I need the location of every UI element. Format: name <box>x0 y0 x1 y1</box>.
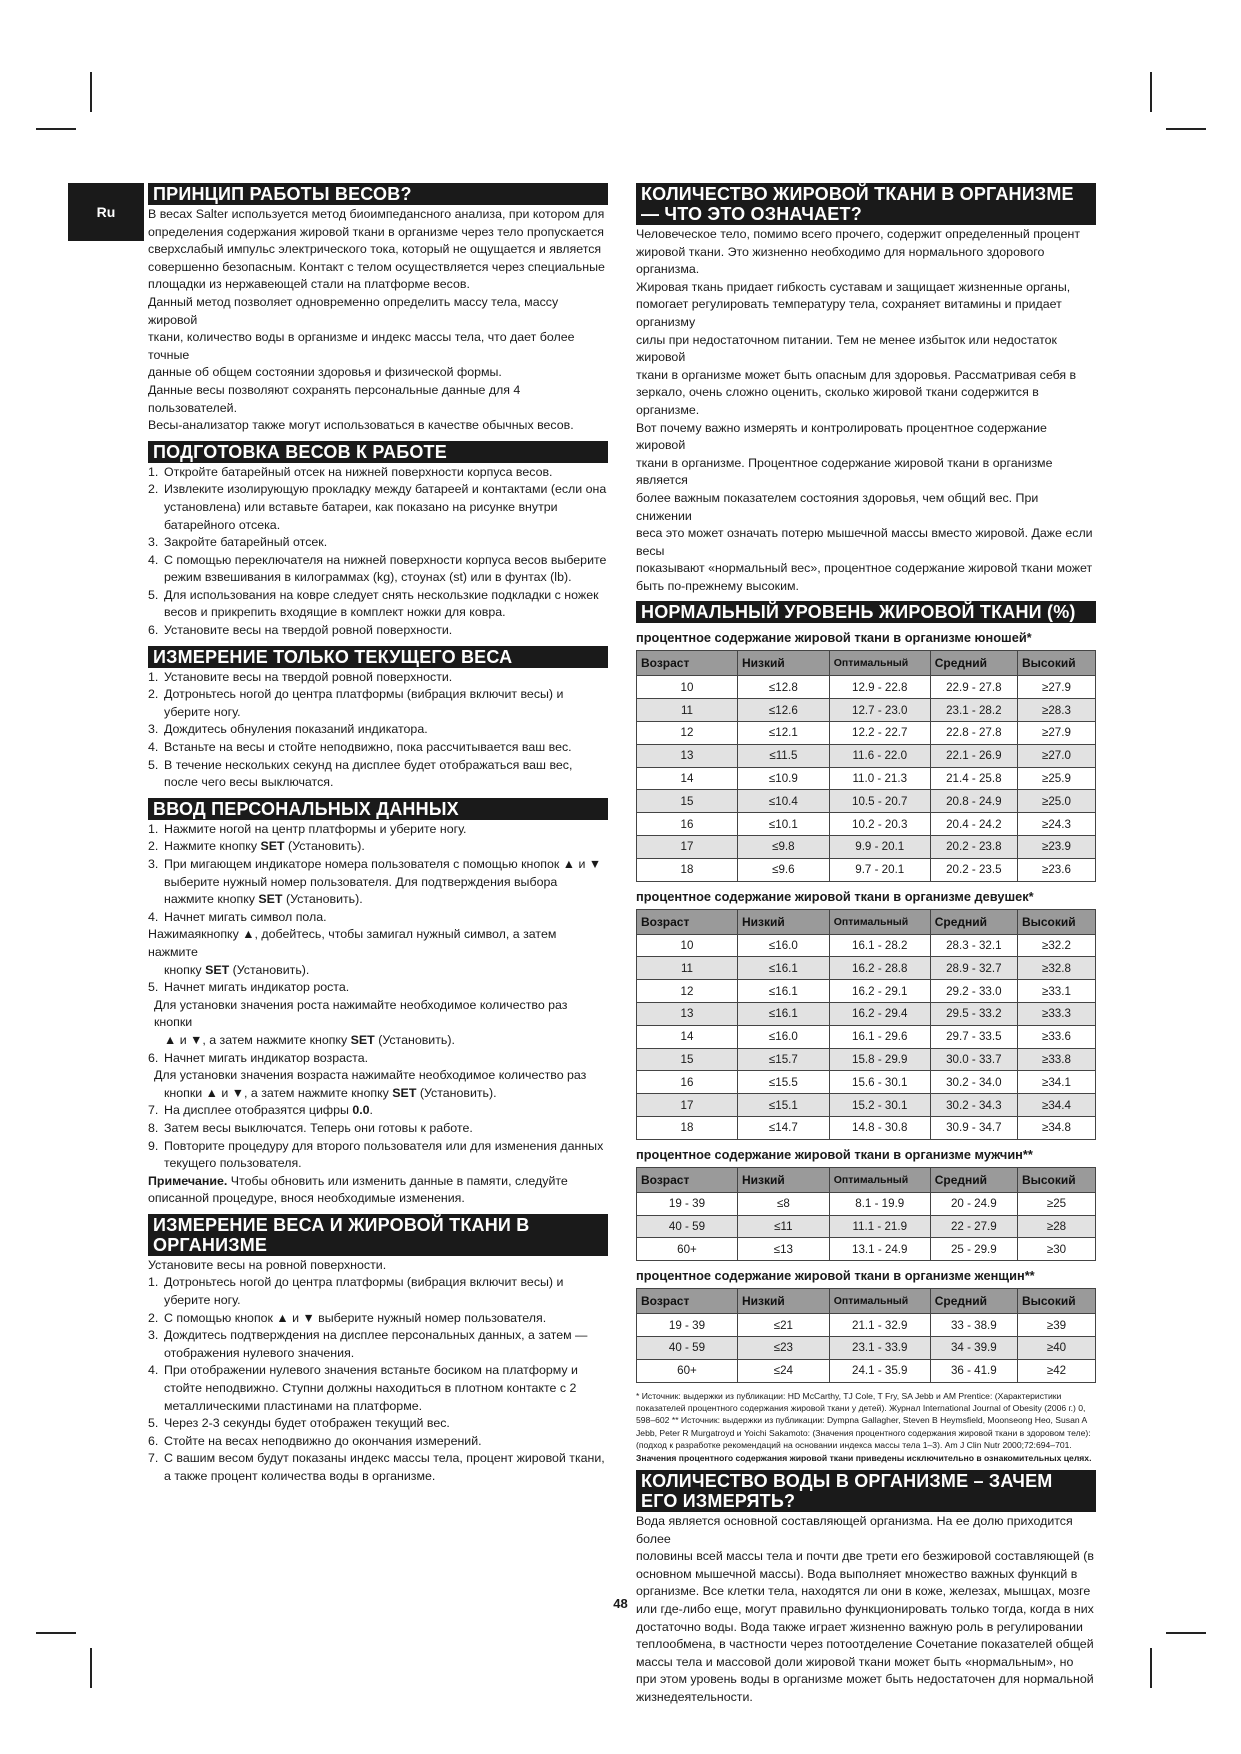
table-cell: ≤10.4 <box>737 790 829 813</box>
text-line: помогает регулировать температуру тела, сохраняет витамины и придает организму <box>636 297 1062 329</box>
table-cell: 15.8 - 29.9 <box>829 1048 930 1071</box>
list-item: 1. Установите весы на твердой ровной поверхности. <box>148 669 453 684</box>
table-cell: 15 <box>637 790 738 813</box>
table-cell: ≥34.1 <box>1017 1071 1095 1094</box>
section-title-water: КОЛИЧЕСТВО ВОДЫ В ОРГАНИЗМЕ – ЗАЧЕМ ЕГО ИЗМЕРЯТЬ? <box>636 1470 1096 1512</box>
footnote <box>636 1390 1096 1464</box>
table-row <box>637 790 1096 813</box>
table-cell: ≥27.9 <box>1017 676 1095 699</box>
text-line: В весах Salter используется метод биоимпедансного анализа, при котором для <box>148 207 605 221</box>
crop-mark <box>36 1632 76 1634</box>
table-row <box>637 1215 1096 1238</box>
crop-mark <box>90 72 92 112</box>
text-line: при этом уровень воды в организме может быть недостаточен для нормальной <box>636 1672 1094 1687</box>
text-line: совершенно безопасным. Контакт с телом осуществляется через специальные <box>148 259 605 274</box>
table-cell: ≤21 <box>737 1314 829 1337</box>
table-cell: 18 <box>637 858 738 881</box>
crop-mark <box>90 1648 92 1688</box>
table-cell: ≥39 <box>1017 1314 1095 1337</box>
table-cell: 15 <box>637 1048 738 1071</box>
table-cell: 10 <box>637 676 738 699</box>
table-cell: 9.7 - 20.1 <box>829 858 930 881</box>
table-caption-boys: процентное содержание жировой ткани в организме юношей* <box>636 630 1032 646</box>
table-cell: 25 - 29.9 <box>930 1238 1017 1261</box>
table-cell: 22.8 - 27.8 <box>930 722 1017 745</box>
list-item: 2. Извлеките изолирующую прокладку между батареей и контактами (если она установлена) или вставьте батареи, как показано на рисунке внутри батарейного отсека. <box>148 482 607 532</box>
section-title-fat-measure: ИЗМЕРЕНИЕ ВЕСА И ЖИРОВОЙ ТКАНИ В ОРГАНИЗМЕ <box>148 1214 608 1256</box>
table-cell: 20.8 - 24.9 <box>930 790 1017 813</box>
table-cell: ≥33.1 <box>1017 980 1095 1003</box>
table-boys <box>636 650 1096 881</box>
table-header-cell: Средний <box>930 1167 1017 1192</box>
text-line: кнопки ▲ и ▼, а затем нажмите кнопку SET (Установить). <box>164 1085 497 1100</box>
table-cell: ≤16.1 <box>737 957 829 980</box>
table-cell: 20.2 - 23.5 <box>930 858 1017 881</box>
list-item: 4. С помощью переключателя на нижней поверхности корпуса весов выберите режим взвешивания в килограммах (kg), стоунах (st) или в фунтах (lb). <box>148 552 607 585</box>
list-item: 5. Начнет мигать индикатор роста. <box>148 980 350 995</box>
table-cell: 19 - 39 <box>637 1314 738 1337</box>
table-cell: ≤8 <box>737 1192 829 1215</box>
table-cell: ≤9.6 <box>737 858 829 881</box>
table-cell: ≥27.9 <box>1017 722 1095 745</box>
text-line: Жировая ткань придает гибкость суставам и защищает жизненные органы, <box>636 279 1071 294</box>
list-item: 2. С помощью кнопок ▲ и ▼ выберите нужный номер пользователя. <box>148 1310 547 1325</box>
table-row <box>637 744 1096 767</box>
text-line: ткани в организме может быть опасным для здоровья. Рассматривая себя в <box>636 367 1077 382</box>
table-cell: 16 <box>637 813 738 836</box>
table-cell: 33 - 38.9 <box>930 1314 1017 1337</box>
text-line: жизнедеятельности. <box>636 1689 753 1704</box>
language-tab: Ru <box>68 183 144 241</box>
table-cell: ≥27.0 <box>1017 744 1095 767</box>
table-header-cell: Возраст <box>637 909 738 934</box>
table-cell: 12.2 - 22.7 <box>829 722 930 745</box>
footnote-line: 598–602 ** Источник: выдержки из публикации: Dympna Gallagher, Steven B Heymsfield, Moonseong Heo, Susan A <box>636 1415 1088 1426</box>
table-cell: 21.4 - 25.8 <box>930 767 1017 790</box>
table-cell: 20.4 - 24.2 <box>930 813 1017 836</box>
text-line: данные об общем состоянии здоровья и физической формы. <box>148 365 502 380</box>
table-cell: ≤10.9 <box>737 767 829 790</box>
text-line: половины всей массы тела и почти две трети его безжировой составляющей (в <box>636 1549 1094 1564</box>
table-cell: ≤24 <box>737 1359 829 1382</box>
table-cell: 11 <box>637 957 738 980</box>
list-item: 2. Нажмите кнопку SET (Установить). <box>148 839 365 854</box>
list-item: 1. Откройте батарейный отсек на нижней поверхности корпуса весов. <box>148 464 553 479</box>
table-cell: 14 <box>637 767 738 790</box>
table-cell: ≤15.7 <box>737 1048 829 1071</box>
footnote-line: показателей процентного содержания жировой ткани у детей). Журнал International Journal of Obesity (2006 г.) 0, <box>636 1403 1086 1413</box>
table-cell: ≥30 <box>1017 1238 1095 1261</box>
table-cell: 23.1 - 33.9 <box>829 1337 930 1360</box>
table-row <box>637 1071 1096 1094</box>
table-header-row <box>637 909 1096 934</box>
table-row <box>637 1003 1096 1026</box>
text-line: Весы-анализатор также могут использоваться в качестве обычных весов. <box>148 418 574 433</box>
table-cell: ≥33.8 <box>1017 1048 1095 1071</box>
table-cell: 22.1 - 26.9 <box>930 744 1017 767</box>
table-cell: 29.7 - 33.5 <box>930 1025 1017 1048</box>
text-line: жировой ткани. Это жизненно необходимо для нормального здорового организма. <box>636 244 1045 277</box>
text-line: массы тела и массовой доли жировой ткани может быть «нормальным», но <box>636 1654 1074 1669</box>
table-header-cell: Оптимальный <box>829 1167 930 1192</box>
table-cell: 16.2 - 29.4 <box>829 1003 930 1026</box>
list-item: 2. Дотроньтесь ногой до центра платформы (вибрация включит весы) и уберите ногу. <box>148 687 564 719</box>
table-cell: 30.2 - 34.3 <box>930 1094 1017 1117</box>
table-cell: ≤12.6 <box>737 699 829 722</box>
table-cell: ≤16.0 <box>737 934 829 957</box>
table-cell: 10.5 - 20.7 <box>829 790 930 813</box>
text-line: Вот почему важно измерять и контролировать процентное содержание жировой <box>636 420 1047 453</box>
table-cell: ≤23 <box>737 1337 829 1360</box>
table-cell: 8.1 - 19.9 <box>829 1192 930 1215</box>
table-header-cell: Оптимальный <box>829 1289 930 1314</box>
section-title-fat-meaning: КОЛИЧЕСТВО ЖИРОВОЙ ТКАНИ В ОРГАНИЗМЕ — ЧТО ЭТО ОЗНАЧАЕТ? <box>636 183 1096 225</box>
table-cell: 10.2 - 20.3 <box>829 813 930 836</box>
text-line: силы при недостаточном питании. Тем не менее избыток или недостаток жировой <box>636 332 1057 365</box>
table-header-cell: Оптимальный <box>829 651 930 676</box>
list-item: 6. Стойте на весах неподвижно до окончания измерений. <box>148 1433 482 1448</box>
table-cell: 29.2 - 33.0 <box>930 980 1017 1003</box>
text-line: сверхслабый импульс электрического тока, который не ощущается и является <box>148 242 602 257</box>
footnote-line: Jebb, Peter R Murgatroyd и Yoichi Sakamoto: (Значения процентного содержания жировой ткани в здоровом теле): <box>636 1427 1091 1438</box>
table-cell: 18 <box>637 1117 738 1140</box>
table-cell: 22.9 - 27.8 <box>930 676 1017 699</box>
crop-mark <box>36 128 76 130</box>
section-title-normal-fat: НОРМАЛЬНЫЙ УРОВЕНЬ ЖИРОВОЙ ТКАНИ (%) <box>636 601 1096 623</box>
table-cell: ≥23.6 <box>1017 858 1095 881</box>
table-cell: ≤12.1 <box>737 722 829 745</box>
table-cell: 29.5 - 33.2 <box>930 1003 1017 1026</box>
table-cell: ≤9.8 <box>737 836 829 859</box>
text-line: Человеческое тело, помимо всего прочего, содержит определенный процент <box>636 227 1081 241</box>
table-header-cell: Оптимальный <box>829 909 930 934</box>
crop-mark <box>1150 1648 1152 1688</box>
table-cell: 12 <box>637 722 738 745</box>
table-cell: 34 - 39.9 <box>930 1337 1017 1360</box>
list-item: 9. Повторите процедуру для второго пользователя или для изменения данных текущего пользователя. <box>148 1138 604 1171</box>
table-header-cell: Средний <box>930 1289 1017 1314</box>
crop-mark <box>1166 128 1206 130</box>
text-line: организме. Все клетки тела, находятся ли они в коже, железах, мышцах, мозге <box>636 1584 1091 1599</box>
principle-text <box>148 206 608 435</box>
table-row <box>637 722 1096 745</box>
text-line: быть по-прежнему высоким. <box>636 578 799 593</box>
table-caption-men: процентное содержание жировой ткани в организме мужчин** <box>636 1146 1033 1162</box>
table-cell: 16.2 - 28.8 <box>829 957 930 980</box>
table-cell: 16.1 - 29.6 <box>829 1025 930 1048</box>
text-line: Данный метод позволяет одновременно определить массу тела, массу жировой <box>148 294 559 327</box>
table-row <box>637 699 1096 722</box>
text-line: Нажимаякнопку ▲, добейтесь, чтобы замигал нужный символ, а затем нажмите <box>148 927 557 959</box>
table-row <box>637 957 1096 980</box>
table-row <box>637 1359 1096 1382</box>
list-item: 5. Для использования на ковре следует снять нескользкие подкладки с ножек весов и прикрепить входящие в комплект ножки для ковра. <box>148 587 599 620</box>
table-cell: 30.9 - 34.7 <box>930 1117 1017 1140</box>
table-cell: 20 - 24.9 <box>930 1192 1017 1215</box>
table-cell: ≤12.8 <box>737 676 829 699</box>
list-item: 1. Дотроньтесь ногой до центра платформы (вибрация включит весы) и уберите ногу. <box>148 1275 564 1308</box>
table-row <box>637 934 1096 957</box>
table-header-cell: Высокий <box>1017 651 1095 676</box>
table-cell: ≤16.1 <box>737 1003 829 1026</box>
table-header-cell: Возраст <box>637 651 738 676</box>
table-cell: 14.8 - 30.8 <box>829 1117 930 1140</box>
table-cell: 15.6 - 30.1 <box>829 1071 930 1094</box>
table-cell: 10 <box>637 934 738 957</box>
table-cell: 12.9 - 22.8 <box>829 676 930 699</box>
list-item: 7. На дисплее отобразятся цифры 0.0. <box>148 1103 373 1118</box>
table-cell: ≤16.0 <box>737 1025 829 1048</box>
table-cell: 9.9 - 20.1 <box>829 836 930 859</box>
text-line: зеркало, очень сложно оценить, сколько жировой ткани содержится в организме. <box>636 385 1039 417</box>
text-line: достаточно воды. Вода также играет жизненно важную роль в регулировании <box>636 1619 1083 1634</box>
table-cell: 11 <box>637 699 738 722</box>
table-cell: 21.1 - 32.9 <box>829 1314 930 1337</box>
table-cell: 14 <box>637 1025 738 1048</box>
table-cell: ≥32.8 <box>1017 957 1095 980</box>
table-cell: ≤11 <box>737 1215 829 1238</box>
table-header-cell: Высокий <box>1017 1167 1095 1192</box>
fat-measure-intro: Установите весы на ровной поверхности. <box>148 1257 387 1272</box>
list-item: 6. Установите весы на твердой ровной поверхности. <box>148 623 453 638</box>
table-cell: 60+ <box>637 1238 738 1261</box>
text-line: показывают «нормальный вес», процентное содержание жировой ткани может <box>636 561 1093 576</box>
table-header-row <box>637 1167 1096 1192</box>
table-header-cell: Возраст <box>637 1167 738 1192</box>
crop-mark <box>1166 1632 1206 1634</box>
table-cell: ≤15.5 <box>737 1071 829 1094</box>
text-line: площадки из нержавеющей стали на платформе весов. <box>148 277 470 292</box>
text-line: ткани, количество воды в организме и индекс массы тела, что дает более точные <box>148 330 575 362</box>
text-line: или где-либо еще, могут правильно функционировать только тогда, когда в них <box>636 1602 1094 1616</box>
table-cell: 12 <box>637 980 738 1003</box>
list-item: 4. При отображении нулевого значения встаньте босиком на платформу и стойте неподвижно. Ступни должны находиться в плотном контакте с 2 металлическими пластинами на платформе. <box>148 1363 578 1413</box>
table-row <box>637 980 1096 1003</box>
footnote-disclaimer: Значения процентного содержания жировой ткани приведены исключительно в ознакомительных целях. <box>636 1452 1092 1463</box>
left-column <box>148 183 608 1486</box>
page-number: 48 <box>613 1596 628 1611</box>
text-line: ткани в организме. Процентное содержание жировой ткани в организме является <box>636 455 1053 488</box>
table-cell: 19 - 39 <box>637 1192 738 1215</box>
list-item: 3. При мигающем индикаторе номера пользователя с помощью кнопок ▲ и ▼ выберите нужный номер пользователя. Для подтверждения выбора нажмите кнопку SET (Установить). <box>148 857 602 907</box>
table-cell: ≤11.5 <box>737 744 829 767</box>
text-line: Для установки значения роста нажимайте необходимое количество раз кнопки <box>154 997 568 1030</box>
section-title-prep: ПОДГОТОВКА ВЕСОВ К РАБОТЕ <box>148 441 608 463</box>
table-cell: 40 - 59 <box>637 1337 738 1360</box>
table-cell: ≤13 <box>737 1238 829 1261</box>
table-cell: ≤15.1 <box>737 1094 829 1117</box>
table-cell: 36 - 41.9 <box>930 1359 1017 1382</box>
list-item: 8. Затем весы выключатся. Теперь они готовы к работе. <box>148 1120 473 1135</box>
table-cell: 24.1 - 35.9 <box>829 1359 930 1382</box>
section-title-personal: ВВОД ПЕРСОНАЛЬНЫХ ДАННЫХ <box>148 798 608 820</box>
table-men <box>636 1167 1096 1261</box>
right-column <box>636 183 1096 1707</box>
table-row <box>637 1048 1096 1071</box>
table-row <box>637 858 1096 881</box>
table-header-cell: Низкий <box>737 909 829 934</box>
table-caption-women: процентное содержание жировой ткани в организме женщин** <box>636 1268 1035 1284</box>
section-title-weight-only: ИЗМЕРЕНИЕ ТОЛЬКО ТЕКУЩЕГО ВЕСА <box>148 646 608 668</box>
table-cell: 13 <box>637 1003 738 1026</box>
table-cell: 17 <box>637 1094 738 1117</box>
fat-measure-steps <box>148 1274 608 1485</box>
table-cell: 16 <box>637 1071 738 1094</box>
table-cell: 30.0 - 33.7 <box>930 1048 1017 1071</box>
table-cell: ≥25 <box>1017 1192 1095 1215</box>
table-row <box>637 1117 1096 1140</box>
table-cell: ≥40 <box>1017 1337 1095 1360</box>
table-row <box>637 813 1096 836</box>
table-cell: 12.7 - 23.0 <box>829 699 930 722</box>
table-header-cell: Средний <box>930 651 1017 676</box>
personal-steps <box>148 821 608 927</box>
table-cell: ≥25.9 <box>1017 767 1095 790</box>
table-header-cell: Низкий <box>737 1289 829 1314</box>
table-cell: ≤14.7 <box>737 1117 829 1140</box>
prep-steps <box>148 464 608 640</box>
fat-meaning-text <box>636 226 1096 595</box>
table-header-cell: Низкий <box>737 651 829 676</box>
table-cell: ≥28.3 <box>1017 699 1095 722</box>
table-cell: ≥25.0 <box>1017 790 1095 813</box>
table-header-cell: Высокий <box>1017 1289 1095 1314</box>
table-cell: 17 <box>637 836 738 859</box>
table-women <box>636 1288 1096 1382</box>
list-item: 6. Начнет мигать индикатор возраста. <box>148 1050 369 1065</box>
table-cell: ≥42 <box>1017 1359 1095 1382</box>
table-header-cell: Возраст <box>637 1289 738 1314</box>
table-cell: 13 <box>637 744 738 767</box>
table-row <box>637 1314 1096 1337</box>
table-cell: 15.2 - 30.1 <box>829 1094 930 1117</box>
table-cell: 40 - 59 <box>637 1215 738 1238</box>
section-title-principle: ПРИНЦИП РАБОТЫ ВЕСОВ? <box>148 183 608 205</box>
table-cell: 16.1 - 28.2 <box>829 934 930 957</box>
table-row <box>637 1025 1096 1048</box>
table-cell: ≥34.8 <box>1017 1117 1095 1140</box>
list-item: 5. Через 2-3 секунды будет отображен текущий вес. <box>148 1416 450 1431</box>
table-cell: ≥32.2 <box>1017 934 1095 957</box>
table-cell: 11.1 - 21.9 <box>829 1215 930 1238</box>
table-cell: 60+ <box>637 1359 738 1382</box>
table-cell: ≥23.9 <box>1017 836 1095 859</box>
table-cell: 30.2 - 34.0 <box>930 1071 1017 1094</box>
text-line: Вода является основной составляющей организма. На ее долю приходится более <box>636 1514 1073 1546</box>
footnote-line: * Источник: выдержки из публикации: HD McCarthy, TJ Cole, T Fry, SA Jebb и AM Prentice: (Характеристики <box>636 1390 1062 1401</box>
text-line: более важным показателем состояния здоровья, чем общий вес. При снижении <box>636 490 1039 523</box>
table-header-row <box>637 651 1096 676</box>
crop-mark <box>1150 72 1152 112</box>
text-line: определения содержания жировой ткани в организме через тело пропускается <box>148 224 604 239</box>
table-cell: 28.3 - 32.1 <box>930 934 1017 957</box>
table-cell: ≤16.1 <box>737 980 829 1003</box>
table-cell: ≥24.3 <box>1017 813 1095 836</box>
list-item: 3. Дождитесь обнуления показаний индикатора. <box>148 722 428 737</box>
table-girls <box>636 909 1096 1140</box>
list-item: 4. Встаньте на весы и стойте неподвижно, пока рассчитывается ваш вес. <box>148 740 572 755</box>
footnote-line: (подход к разработке рекомендаций на основании индекса массы тела 1–3). Am J Clin Nutr 2000;72:694–701. <box>636 1440 1072 1451</box>
table-cell: 22 - 27.9 <box>930 1215 1017 1238</box>
table-cell: 23.1 - 28.2 <box>930 699 1017 722</box>
table-row <box>637 1192 1096 1215</box>
personal-steps-cont <box>148 979 608 997</box>
table-header-row <box>637 1289 1096 1314</box>
table-cell: 20.2 - 23.8 <box>930 836 1017 859</box>
list-item: 3. Закройте батарейный отсек. <box>148 535 328 550</box>
table-cell: 28.9 - 32.7 <box>930 957 1017 980</box>
table-cell: 13.1 - 24.9 <box>829 1238 930 1261</box>
table-row <box>637 676 1096 699</box>
table-header-cell: Высокий <box>1017 909 1095 934</box>
list-item: 4. Начнет мигать символ пола. <box>148 909 327 924</box>
table-row <box>637 836 1096 859</box>
table-cell: 11.0 - 21.3 <box>829 767 930 790</box>
text-line: веса это может означать потерю мышечной массы вместо жировой. Даже если весы <box>636 526 1093 558</box>
list-item: 5. В течение нескольких секунд на дисплее будет отображаться ваш вес, после чего весы выключатся. <box>148 757 573 790</box>
list-item: 7. С вашим весом будут показаны индекс массы тела, процент жировой ткани, а также процент количества воды в организме. <box>148 1451 605 1483</box>
personal-steps-cont <box>148 1102 608 1172</box>
text-line: Данные весы позволяют сохранять персональные данные для 4 пользователей. <box>148 382 521 415</box>
table-row <box>637 767 1096 790</box>
weight-only-steps <box>148 669 608 792</box>
list-item: 3. Дождитесь подтверждения на дисплее персональных данных, а затем — отображения нулевого значения. <box>148 1328 588 1360</box>
text-line: ▲ и ▼, а затем нажмите кнопку SET (Установить). <box>164 1032 455 1047</box>
table-header-cell: Средний <box>930 909 1017 934</box>
table-row <box>637 1337 1096 1360</box>
text-line: основном мышечной массы). Вода выполняет множество важных функций в <box>636 1566 1078 1581</box>
table-cell: ≥33.6 <box>1017 1025 1095 1048</box>
personal-steps-cont <box>148 1050 608 1068</box>
table-cell: ≥34.4 <box>1017 1094 1095 1117</box>
table-cell: ≥33.3 <box>1017 1003 1095 1026</box>
table-cell: ≤10.1 <box>737 813 829 836</box>
table-cell: 11.6 - 22.0 <box>829 744 930 767</box>
text-line: Для установки значения возраста нажимайте необходимое количество раз <box>154 1068 587 1083</box>
table-cell: ≥28 <box>1017 1215 1095 1238</box>
table-caption-girls: процентное содержание жировой ткани в организме девушек* <box>636 888 1034 904</box>
text-line: теплообмена, в частности через потоотделение Сочетание показателей общей <box>636 1637 1094 1652</box>
table-header-cell: Низкий <box>737 1167 829 1192</box>
table-row <box>637 1238 1096 1261</box>
list-item: 1. Нажмите ногой на центр платформы и уберите ногу. <box>148 821 467 836</box>
personal-note: Примечание. Чтобы обновить или изменить данные в памяти, следуйте описанной процедуре, внося необходимые изменения. <box>148 1173 568 1206</box>
table-cell: 16.2 - 29.1 <box>829 980 930 1003</box>
table-row <box>637 1094 1096 1117</box>
text-line: кнопку SET (Установить). <box>164 962 310 977</box>
